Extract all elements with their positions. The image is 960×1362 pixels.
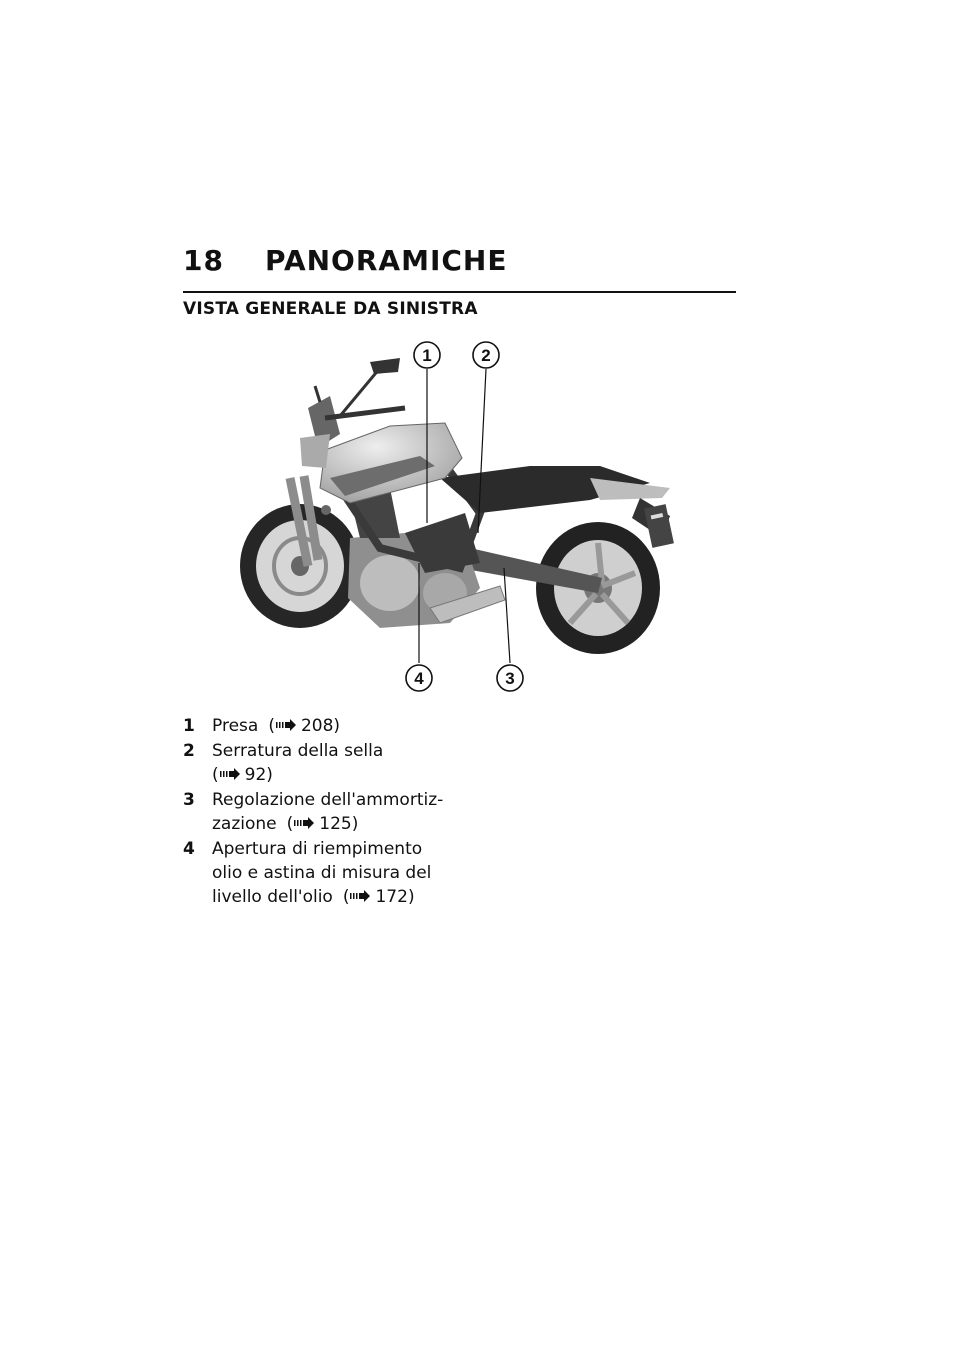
legend-number: 4 (183, 839, 195, 859)
page-reference[interactable]: ( 92) (212, 765, 273, 785)
legend-line: Apertura di riempimento (212, 839, 423, 859)
legend-text (212, 739, 462, 787)
motorcycle-illustration (230, 338, 700, 698)
callout-label-3: 3 (505, 669, 515, 688)
chapter-title: PANORAMICHE (265, 244, 508, 277)
callout-2 (473, 342, 499, 368)
page-reference-arrow-icon (219, 768, 241, 780)
legend-line: Regolazione dell'ammortiz- (212, 790, 444, 810)
callout-label-2: 2 (481, 346, 491, 365)
legend-text (212, 788, 462, 836)
section-title: VISTA GENERALE DA SINISTRA (183, 299, 478, 319)
legend-line: livello dell'olio (212, 887, 333, 907)
page-reference-arrow-icon (349, 890, 371, 902)
callout-3 (497, 665, 523, 691)
motorcycle-figure (230, 338, 700, 698)
callout-label-1: 1 (422, 346, 432, 365)
legend-line: zazione (212, 814, 277, 834)
callout-4 (406, 665, 432, 691)
header-divider (183, 291, 736, 293)
page-reference-arrow-icon (275, 719, 297, 731)
page-reference-number: 92 (244, 765, 267, 785)
legend-text (212, 714, 462, 738)
legend-item-3 (183, 788, 473, 836)
page-header (183, 244, 736, 293)
legend-line: Serratura della sella (212, 741, 384, 761)
header-row (183, 244, 736, 277)
legend-number: 2 (183, 741, 195, 761)
legend-item-1 (183, 714, 473, 738)
page-reference-number: 125 (319, 814, 352, 834)
legend-list (183, 714, 473, 910)
legend-item-4 (183, 837, 473, 909)
page-reference[interactable]: ( 125) (286, 814, 359, 834)
page-reference[interactable]: ( 208) (268, 716, 341, 736)
legend-text (212, 837, 462, 909)
legend-line: olio e astina di misura del (212, 863, 432, 883)
legend-number: 3 (183, 790, 195, 810)
page-reference-arrow-icon (293, 817, 315, 829)
callout-label-4: 4 (414, 669, 424, 688)
page-reference[interactable]: ( 172) (342, 887, 415, 907)
page-number: 18 (183, 244, 224, 277)
page-reference-number: 208 (300, 716, 334, 736)
legend-item-2 (183, 739, 473, 787)
legend-line: Presa (212, 716, 259, 736)
callout-1 (414, 342, 440, 368)
page-reference-number: 172 (375, 887, 408, 907)
legend-number: 1 (183, 716, 195, 736)
fuel-tank (320, 423, 462, 503)
